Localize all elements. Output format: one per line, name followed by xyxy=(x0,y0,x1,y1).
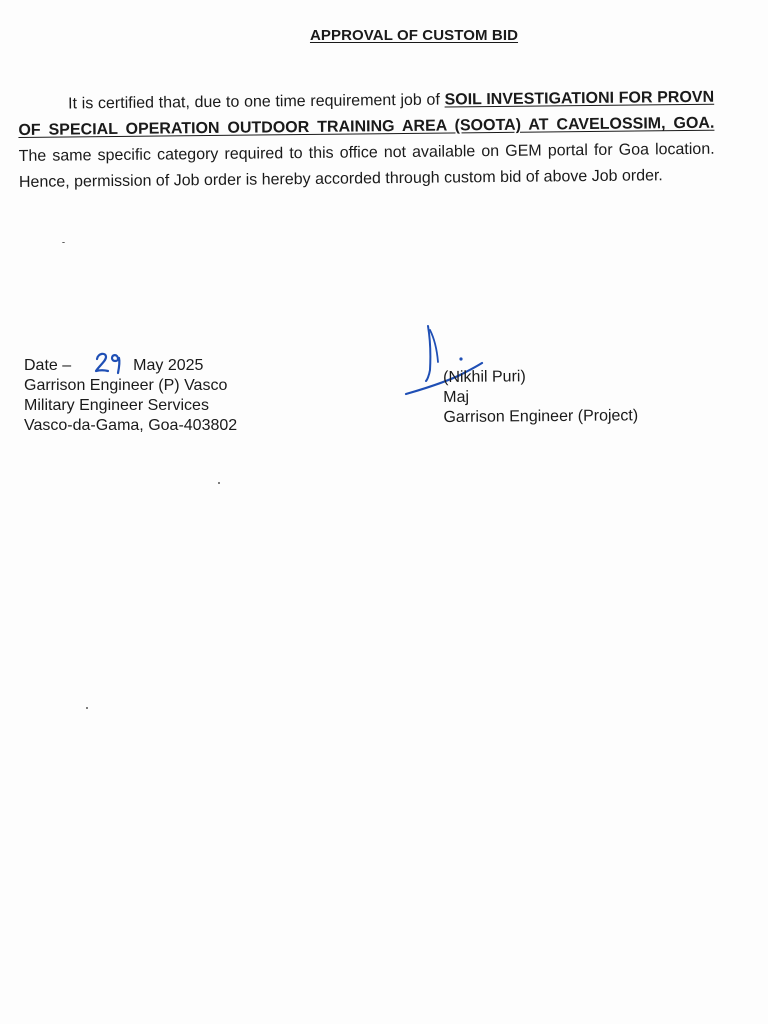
certification-paragraph xyxy=(18,85,715,196)
paragraph-rest: The same specific category required to this office not available on GEM portal for Goa location. Hence, permission of Job order is hereby accorded through custom bid of above Job order. xyxy=(18,140,715,191)
scan-speck xyxy=(218,482,220,484)
signatory-name: (Nikhil Puri) xyxy=(443,368,526,386)
signatory-rank: Maj xyxy=(443,388,470,406)
signatory-designation: Garrison Engineer (Project) xyxy=(443,407,639,426)
job-name: SOIL INVESTIGATIONI FOR PROVN OF SPECIAL OPERATION OUTDOOR TRAINING AREA (SOOTA) AT CAVELOSSIM, GOA xyxy=(18,88,715,139)
paragraph-indent xyxy=(18,108,68,109)
job-name-period: . xyxy=(709,114,715,132)
signatory-block xyxy=(443,366,638,428)
date-label: Date – xyxy=(24,357,72,374)
paragraph-intro: It is certified that, due to one time requirement job of xyxy=(68,91,445,113)
issuer-address: Vasco-da-Gama, Goa-403802 xyxy=(24,417,238,434)
issuer-organization: Military Engineer Services xyxy=(24,397,209,414)
scan-speck xyxy=(86,707,88,709)
document-title: APPROVAL OF CUSTOM BID xyxy=(309,27,519,44)
scan-speck xyxy=(62,242,65,243)
issuer-block xyxy=(24,350,237,436)
handwritten-date-day xyxy=(91,350,131,376)
date-month-year: May 2025 xyxy=(133,357,204,374)
date-line xyxy=(24,350,237,376)
issuer-office: Garrison Engineer (P) Vasco xyxy=(24,377,228,394)
